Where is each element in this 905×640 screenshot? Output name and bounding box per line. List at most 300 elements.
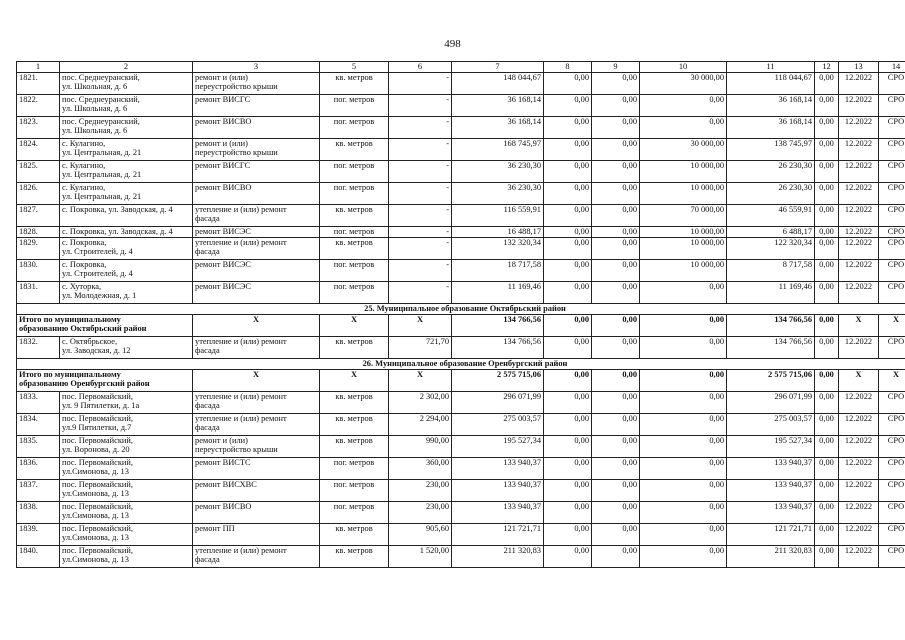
table-cell: СРО <box>879 435 905 457</box>
table-cell: 12.2022 <box>839 72 879 94</box>
table-cell: пог. метров <box>320 457 389 479</box>
table-cell: пог. метров <box>320 182 389 204</box>
table-cell: 211 320,83 <box>727 545 815 567</box>
table-cell: 26 230,30 <box>727 182 815 204</box>
table-cell: 0,00 <box>544 237 592 259</box>
table-cell: СРО <box>879 523 905 545</box>
column-header: 7 <box>452 62 544 73</box>
table-cell: пог. метров <box>320 94 389 116</box>
table-cell: 12.2022 <box>839 523 879 545</box>
table-row <box>17 336 905 358</box>
table-cell: 12.2022 <box>839 160 879 182</box>
table-row <box>17 479 905 501</box>
table-cell: 12.2022 <box>839 391 879 413</box>
table-cell: 296 071,99 <box>452 391 544 413</box>
column-header: 10 <box>640 62 727 73</box>
table-cell: ремонт и (или) переустройство крыши <box>193 138 320 160</box>
table-cell: пос. Первомайский, ул.Симонова, д. 13 <box>60 457 193 479</box>
table-cell: 0,00 <box>815 501 839 523</box>
table-cell: 0,00 <box>592 226 640 237</box>
table-cell: 118 044,67 <box>727 72 815 94</box>
table-cell: 1838. <box>17 501 60 523</box>
table-cell: - <box>389 237 452 259</box>
column-header: 5 <box>320 62 389 73</box>
table-cell: 133 940,37 <box>727 479 815 501</box>
table-cell: с. Кулагино, ул. Центральная, д. 21 <box>60 160 193 182</box>
table-cell: 168 745,97 <box>452 138 544 160</box>
table-cell: СРО <box>879 336 905 358</box>
table-cell: СРО <box>879 457 905 479</box>
table-cell: - <box>389 182 452 204</box>
total-cell: 0,00 <box>640 314 727 336</box>
table-cell: СРО <box>879 545 905 567</box>
table-cell: 30 000,00 <box>640 72 727 94</box>
table-cell: кв. метров <box>320 435 389 457</box>
total-cell: Х <box>839 314 879 336</box>
total-cell: Х <box>320 369 389 391</box>
table-cell: 0,00 <box>544 182 592 204</box>
table-cell: пос. Первомайский, ул.Симонова, д. 13 <box>60 523 193 545</box>
table-cell: 1837. <box>17 479 60 501</box>
table-cell: кв. метров <box>320 336 389 358</box>
table-cell: 1825. <box>17 160 60 182</box>
total-cell: Х <box>879 369 905 391</box>
table-cell: 0,00 <box>544 413 592 435</box>
table-cell: - <box>389 204 452 226</box>
total-cell: 0,00 <box>640 369 727 391</box>
table-cell: 121 721,71 <box>727 523 815 545</box>
table-cell: СРО <box>879 259 905 281</box>
table-cell: 30 000,00 <box>640 138 727 160</box>
table-cell: - <box>389 259 452 281</box>
table-cell: кв. метров <box>320 237 389 259</box>
table-cell: 0,00 <box>815 160 839 182</box>
table-cell: 12.2022 <box>839 204 879 226</box>
table-cell: 0,00 <box>544 138 592 160</box>
table-cell: 16 488,17 <box>452 226 544 237</box>
table-cell: 12.2022 <box>839 116 879 138</box>
table-cell: 0,00 <box>640 413 727 435</box>
table-cell: с. Покровка, ул. Заводская, д. 4 <box>60 204 193 226</box>
table-cell: 1834. <box>17 413 60 435</box>
table-cell: СРО <box>879 182 905 204</box>
section-title: 26. Муниципальное образование Оренбургский район <box>17 358 905 369</box>
total-label: Итого по муниципальному образованию Октябрьский район <box>17 314 193 336</box>
table-cell: кв. метров <box>320 204 389 226</box>
total-cell: Х <box>193 369 320 391</box>
table-cell: ремонт ВИСВО <box>193 182 320 204</box>
total-cell: Х <box>320 314 389 336</box>
table-cell: пос. Первомайский, ул.Симонова, д. 13 <box>60 479 193 501</box>
table-cell: 1840. <box>17 545 60 567</box>
table-cell: 0,00 <box>592 457 640 479</box>
table-cell: 0,00 <box>592 435 640 457</box>
table-cell: 0,00 <box>592 523 640 545</box>
table-cell: 360,00 <box>389 457 452 479</box>
table-cell: СРО <box>879 160 905 182</box>
table-cell: СРО <box>879 479 905 501</box>
table-cell: 116 559,91 <box>452 204 544 226</box>
table-cell: с. Покровка, ул. Строителей, д. 4 <box>60 237 193 259</box>
table-cell: 275 003,57 <box>727 413 815 435</box>
table-cell: 0,00 <box>544 545 592 567</box>
table-row <box>17 523 905 545</box>
table-cell: 1821. <box>17 72 60 94</box>
table-cell: пог. метров <box>320 259 389 281</box>
table-cell: кв. метров <box>320 545 389 567</box>
table-cell: ремонт ВИСВО <box>193 116 320 138</box>
table-cell: 0,00 <box>592 94 640 116</box>
column-header: 11 <box>727 62 815 73</box>
table-cell: 195 527,34 <box>452 435 544 457</box>
table-cell: ремонт ВИСГС <box>193 160 320 182</box>
total-cell: 0,00 <box>592 314 640 336</box>
table-cell: СРО <box>879 116 905 138</box>
table-cell: ремонт ВИСЭС <box>193 281 320 303</box>
total-cell: Х <box>389 314 452 336</box>
table-cell: 36 230,30 <box>452 182 544 204</box>
table-cell: 0,00 <box>544 457 592 479</box>
table-cell: 721,70 <box>389 336 452 358</box>
table-cell: 0,00 <box>815 72 839 94</box>
table-cell: 36 230,30 <box>452 160 544 182</box>
table-cell: ремонт ПП <box>193 523 320 545</box>
table-cell: 26 230,30 <box>727 160 815 182</box>
column-header: 9 <box>592 62 640 73</box>
table-cell: ремонт ВИСХВС <box>193 479 320 501</box>
table-cell: 1829. <box>17 237 60 259</box>
table-cell: кв. метров <box>320 523 389 545</box>
table-cell: 1828. <box>17 226 60 237</box>
table-cell: 12.2022 <box>839 545 879 567</box>
table-cell: 0,00 <box>544 391 592 413</box>
table-cell: 0,00 <box>544 435 592 457</box>
table-cell: 0,00 <box>544 523 592 545</box>
table-cell: с. Кулагино, ул. Центральная, д. 21 <box>60 138 193 160</box>
table-cell: 0,00 <box>592 204 640 226</box>
table-cell: 148 044,67 <box>452 72 544 94</box>
table-cell: 1839. <box>17 523 60 545</box>
table-cell: - <box>389 72 452 94</box>
table-cell: 133 940,37 <box>727 457 815 479</box>
page-number: 498 <box>444 38 461 50</box>
table-cell: 1823. <box>17 116 60 138</box>
table-cell: - <box>389 138 452 160</box>
column-header: 2 <box>60 62 193 73</box>
table-cell: утепление и (или) ремонт фасада <box>193 204 320 226</box>
table-cell: 12.2022 <box>839 226 879 237</box>
table-cell: пог. метров <box>320 160 389 182</box>
table-cell: 36 168,14 <box>452 116 544 138</box>
table-cell: СРО <box>879 281 905 303</box>
table-cell: 0,00 <box>544 479 592 501</box>
table-cell: 0,00 <box>592 237 640 259</box>
table-row <box>17 391 905 413</box>
column-header: 6 <box>389 62 452 73</box>
table-cell: 11 169,46 <box>727 281 815 303</box>
table-cell: пос. Первомайский, ул. Воронова, д. 20 <box>60 435 193 457</box>
table-row <box>17 237 905 259</box>
column-header: 13 <box>839 62 879 73</box>
table-cell: 133 940,37 <box>452 501 544 523</box>
table-cell: 2 294,00 <box>389 413 452 435</box>
table-cell: 230,00 <box>389 501 452 523</box>
table-cell: 12.2022 <box>839 259 879 281</box>
table-cell: с. Октябрьское, ул. Заводская, д. 12 <box>60 336 193 358</box>
table-cell: пос. Первомайский, ул.Симонова, д. 13 <box>60 545 193 567</box>
table-cell: пог. метров <box>320 501 389 523</box>
table-cell: утепление и (или) ремонт фасада <box>193 391 320 413</box>
table-cell: 133 940,37 <box>452 479 544 501</box>
table-cell: пос. Среднеуранский, ул. Школьная, д. 6 <box>60 72 193 94</box>
table-cell: 0,00 <box>640 435 727 457</box>
table-row <box>17 94 905 116</box>
table-cell: с. Покровка, ул. Заводская, д. 4 <box>60 226 193 237</box>
table-row <box>17 226 905 237</box>
table-cell: 1831. <box>17 281 60 303</box>
table-cell: пог. метров <box>320 281 389 303</box>
table-cell: 1 520,00 <box>389 545 452 567</box>
table-cell: 0,00 <box>592 336 640 358</box>
table-cell: 0,00 <box>592 545 640 567</box>
table-row <box>17 138 905 160</box>
total-cell: 0,00 <box>544 369 592 391</box>
table-cell: пос. Первомайский, ул.9 Пятилетки, д.7 <box>60 413 193 435</box>
table-cell: 0,00 <box>592 391 640 413</box>
table-cell: 0,00 <box>592 138 640 160</box>
table-cell: 0,00 <box>592 413 640 435</box>
table-row <box>17 457 905 479</box>
total-cell: Х <box>389 369 452 391</box>
table-row <box>17 435 905 457</box>
table-cell: 10 000,00 <box>640 160 727 182</box>
total-cell: Х <box>839 369 879 391</box>
column-header: 12 <box>815 62 839 73</box>
total-cell: Х <box>879 314 905 336</box>
table-cell: 138 745,97 <box>727 138 815 160</box>
table-cell: пос. Первомайский, ул.Симонова, д. 13 <box>60 501 193 523</box>
table-cell: 121 721,71 <box>452 523 544 545</box>
table-row <box>17 413 905 435</box>
table-cell: СРО <box>879 501 905 523</box>
table-cell: 0,00 <box>640 545 727 567</box>
table-cell: 133 940,37 <box>452 457 544 479</box>
table-cell: - <box>389 281 452 303</box>
column-header: 1 <box>17 62 60 73</box>
table-cell: 990,00 <box>389 435 452 457</box>
table-cell: 36 168,14 <box>452 94 544 116</box>
table-cell: 12.2022 <box>839 182 879 204</box>
table-cell: 0,00 <box>815 413 839 435</box>
table-cell: пог. метров <box>320 226 389 237</box>
table-cell: утепление и (или) ремонт фасада <box>193 336 320 358</box>
table-cell: 11 169,46 <box>452 281 544 303</box>
table-cell: 46 559,91 <box>727 204 815 226</box>
table-cell: 230,00 <box>389 479 452 501</box>
table-cell: СРО <box>879 237 905 259</box>
table-cell: 1824. <box>17 138 60 160</box>
table-cell: 211 320,83 <box>452 545 544 567</box>
table-cell: 132 320,34 <box>452 237 544 259</box>
table-cell: 275 003,57 <box>452 413 544 435</box>
table-cell: пос. Первомайский, ул. 9 Пятилетки, д. 1а <box>60 391 193 413</box>
table-cell: 134 766,56 <box>727 336 815 358</box>
table-cell: 0,00 <box>544 226 592 237</box>
table-cell: 70 000,00 <box>640 204 727 226</box>
table-cell: кв. метров <box>320 391 389 413</box>
table-row <box>17 160 905 182</box>
table-cell: 0,00 <box>815 204 839 226</box>
table-cell: ремонт ВИСЭС <box>193 259 320 281</box>
table-row <box>17 204 905 226</box>
table-cell: 0,00 <box>640 457 727 479</box>
table-cell: 10 000,00 <box>640 237 727 259</box>
table-cell: 0,00 <box>592 72 640 94</box>
table-cell: СРО <box>879 391 905 413</box>
table-cell: 6 488,17 <box>727 226 815 237</box>
table-cell: 2 302,00 <box>389 391 452 413</box>
total-row <box>17 314 905 336</box>
table-cell: СРО <box>879 413 905 435</box>
table-cell: 1822. <box>17 94 60 116</box>
table-cell: 0,00 <box>640 479 727 501</box>
table-cell: 12.2022 <box>839 457 879 479</box>
table-cell: 195 527,34 <box>727 435 815 457</box>
table-cell: 0,00 <box>815 226 839 237</box>
table-cell: 0,00 <box>815 479 839 501</box>
table-cell: кв. метров <box>320 138 389 160</box>
table-cell: 36 168,14 <box>727 116 815 138</box>
table-cell: 0,00 <box>544 501 592 523</box>
table-cell: - <box>389 116 452 138</box>
table-cell: 0,00 <box>640 116 727 138</box>
table-cell: ремонт и (или) переустройство крыши <box>193 72 320 94</box>
table-cell: 12.2022 <box>839 237 879 259</box>
table-cell: с. Кулагино, ул. Центральная, д. 21 <box>60 182 193 204</box>
table-cell: с. Хуторка, ул. Молодежная, д. 1 <box>60 281 193 303</box>
table-cell: 0,00 <box>640 391 727 413</box>
table-cell: 12.2022 <box>839 336 879 358</box>
section-header-row <box>17 358 905 369</box>
table-cell: - <box>389 226 452 237</box>
table-cell: ремонт ВИСГС <box>193 94 320 116</box>
table-cell: 8 717,58 <box>727 259 815 281</box>
total-row <box>17 369 905 391</box>
table-cell: 0,00 <box>815 523 839 545</box>
table-cell: 0,00 <box>592 501 640 523</box>
column-header: 8 <box>544 62 592 73</box>
table-cell: 10 000,00 <box>640 259 727 281</box>
total-cell: 134 766,56 <box>727 314 815 336</box>
table-cell: 905,60 <box>389 523 452 545</box>
table-cell: пос. Среднеуранский, ул. Школьная, д. 6 <box>60 116 193 138</box>
table-cell: 12.2022 <box>839 501 879 523</box>
table-cell: 0,00 <box>640 94 727 116</box>
table-cell: 12.2022 <box>839 479 879 501</box>
table-cell: 134 766,56 <box>452 336 544 358</box>
table-cell: кв. метров <box>320 413 389 435</box>
table-row <box>17 281 905 303</box>
table-cell: 1826. <box>17 182 60 204</box>
table-cell: ремонт ВИСТС <box>193 457 320 479</box>
table-cell: 10 000,00 <box>640 226 727 237</box>
table-cell: пос. Среднеуранский, ул. Школьная, д. 6 <box>60 94 193 116</box>
table-cell: утепление и (или) ремонт фасада <box>193 237 320 259</box>
table-row <box>17 116 905 138</box>
table-cell: СРО <box>879 138 905 160</box>
table-cell: 0,00 <box>544 259 592 281</box>
total-cell: 0,00 <box>815 314 839 336</box>
table-row <box>17 501 905 523</box>
table-cell: 1830. <box>17 259 60 281</box>
table-cell: 0,00 <box>815 138 839 160</box>
table-cell: - <box>389 94 452 116</box>
table-cell: 0,00 <box>544 336 592 358</box>
total-cell: 0,00 <box>592 369 640 391</box>
table-body <box>17 72 905 567</box>
table-cell: 1835. <box>17 435 60 457</box>
table-cell: 0,00 <box>592 281 640 303</box>
table-cell: 0,00 <box>592 479 640 501</box>
table-cell: 0,00 <box>544 204 592 226</box>
total-cell: 0,00 <box>544 314 592 336</box>
table-cell: 0,00 <box>815 237 839 259</box>
table-row <box>17 545 905 567</box>
table-cell: ремонт ВИСВО <box>193 501 320 523</box>
table-cell: 12.2022 <box>839 281 879 303</box>
works-table <box>16 61 905 568</box>
table-cell: - <box>389 160 452 182</box>
table-cell: 0,00 <box>592 116 640 138</box>
table-cell: 10 000,00 <box>640 182 727 204</box>
total-cell: Х <box>193 314 320 336</box>
table-cell: 1827. <box>17 204 60 226</box>
section-header-row <box>17 303 905 314</box>
table-cell: 12.2022 <box>839 138 879 160</box>
table-cell: 0,00 <box>815 457 839 479</box>
table-cell: 0,00 <box>544 281 592 303</box>
total-cell: 2 575 715,06 <box>452 369 544 391</box>
table-cell: 0,00 <box>815 336 839 358</box>
table-cell: СРО <box>879 204 905 226</box>
table-cell: 12.2022 <box>839 435 879 457</box>
table-cell: ремонт и (или) переустройство крыши <box>193 435 320 457</box>
table-cell: 0,00 <box>815 182 839 204</box>
table-cell: 0,00 <box>815 545 839 567</box>
table-cell: 0,00 <box>640 501 727 523</box>
total-cell: 0,00 <box>815 369 839 391</box>
table-cell: 0,00 <box>544 94 592 116</box>
table-cell: 12.2022 <box>839 413 879 435</box>
table-cell: 0,00 <box>815 391 839 413</box>
table-cell: пог. метров <box>320 116 389 138</box>
table-cell: с. Покровка, ул. Строителей, д. 4 <box>60 259 193 281</box>
table-cell: 1832. <box>17 336 60 358</box>
table-cell: 122 320,34 <box>727 237 815 259</box>
table-cell: 296 071,99 <box>727 391 815 413</box>
total-label: Итого по муниципальному образованию Оренбургский район <box>17 369 193 391</box>
table-row <box>17 72 905 94</box>
table-cell: 1833. <box>17 391 60 413</box>
table-cell: 0,00 <box>592 160 640 182</box>
table-cell: 0,00 <box>640 523 727 545</box>
section-title: 25. Муниципальное образование Октябрьский район <box>17 303 905 314</box>
table-row <box>17 259 905 281</box>
table-cell: 0,00 <box>815 281 839 303</box>
table-cell: 0,00 <box>640 281 727 303</box>
table-cell: 0,00 <box>640 336 727 358</box>
table-cell: СРО <box>879 94 905 116</box>
